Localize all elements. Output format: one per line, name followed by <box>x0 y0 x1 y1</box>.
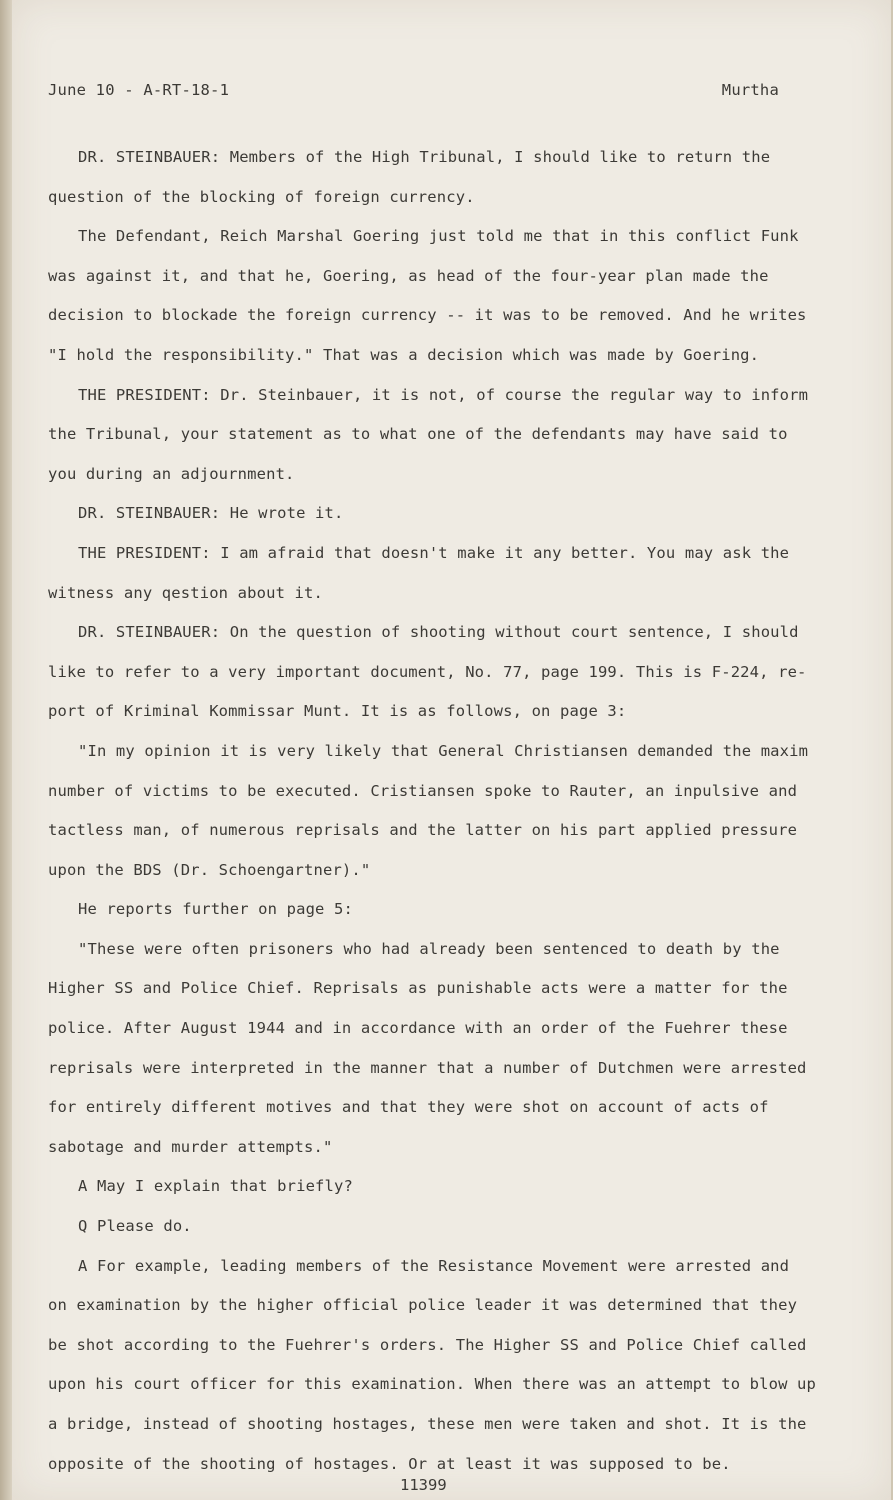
text-line: "I hold the responsibility." That was a decision which was made by Goering. <box>48 345 760 364</box>
text-line: a bridge, instead of shooting hostages, these men were taken and shot. It is the <box>48 1415 807 1433</box>
text-line: on examination by the higher official police leader it was determined that they <box>48 1296 798 1315</box>
text-line: opposite of the shooting of hostages. Or at least it was supposed to be. <box>48 1454 731 1473</box>
text-line: THE PRESIDENT: Dr. Steinbauer, it is not, of course the regular way to inform <box>78 385 809 404</box>
text-line: police. After August 1944 and in accordance with an order of the Fuehrer these <box>48 1019 788 1038</box>
text-line: A May I explain that briefly? <box>78 1177 353 1196</box>
transcript-body <box>48 138 838 1484</box>
page-edge <box>0 0 12 1500</box>
text-line: the Tribunal, your statement as to what one of the defendants may have said to <box>48 425 788 444</box>
text-line: tactless man, of numerous reprisals and the latter on his part applied pressure <box>48 821 798 840</box>
text-line: reprisals were interpreted in the manner that a number of Dutchmen were arrested <box>48 1058 807 1077</box>
text-line: upon his court officer for this examination. When there was an attempt to blow up <box>48 1375 817 1394</box>
text-line: for entirely different motives and that they were shot on account of acts of <box>48 1098 769 1117</box>
text-line: The Defendant, Reich Marshal Goering just told me that in this conflict Funk <box>78 227 799 246</box>
text-line: DR. STEINBAUER: On the question of shooting without court sentence, I should <box>78 623 799 642</box>
header-reference: June 10 - A-RT-18-1 <box>48 81 230 99</box>
header-reporter: Murtha <box>721 81 779 99</box>
text-line: "These were often prisoners who had already been sentenced to death by the <box>78 939 780 958</box>
document-page <box>12 0 891 1500</box>
text-line: DR. STEINBAUER: He wrote it. <box>78 504 344 523</box>
text-line: question of the blocking of foreign currency. <box>48 187 475 206</box>
text-line: you during an adjournment. <box>48 464 295 483</box>
text-line: like to refer to a very important document, No. 77, page 199. This is F-224, re- <box>48 662 807 681</box>
text-line: decision to blockade the foreign currency -- it was to be removed. And he writes <box>48 306 807 325</box>
text-line: be shot according to the Fuehrer's orders. The Higher SS and Police Chief called <box>48 1335 807 1354</box>
text-line: upon the BDS (Dr. Schoengartner)." <box>48 860 371 879</box>
text-line: sabotage and murder attempts." <box>48 1137 333 1156</box>
text-line: He reports further on page 5: <box>78 900 353 919</box>
text-line: port of Kriminal Kommissar Munt. It is as follows, on page 3: <box>48 702 627 721</box>
page-number: 11399 <box>400 1476 447 1494</box>
text-line: A For example, leading members of the Resistance Movement were arrested and <box>78 1256 790 1275</box>
text-line: Higher SS and Police Chief. Reprisals as punishable acts were a matter for the <box>48 979 788 998</box>
page-header <box>48 81 779 99</box>
text-line: witness any qestion about it. <box>48 583 323 602</box>
text-line: was against it, and that he, Goering, as head of the four-year plan made the <box>48 266 769 285</box>
text-line: DR. STEINBAUER: Members of the High Tribunal, I should like to return the <box>78 148 771 166</box>
text-line: "In my opinion it is very likely that General Christiansen demanded the maxim <box>78 741 809 760</box>
text-line: number of victims to be executed. Cristiansen spoke to Rauter, an inpulsive and <box>48 781 798 800</box>
text-line: THE PRESIDENT: I am afraid that doesn't make it any better. You may ask the <box>78 543 790 562</box>
text-line: Q Please do. <box>78 1217 192 1236</box>
